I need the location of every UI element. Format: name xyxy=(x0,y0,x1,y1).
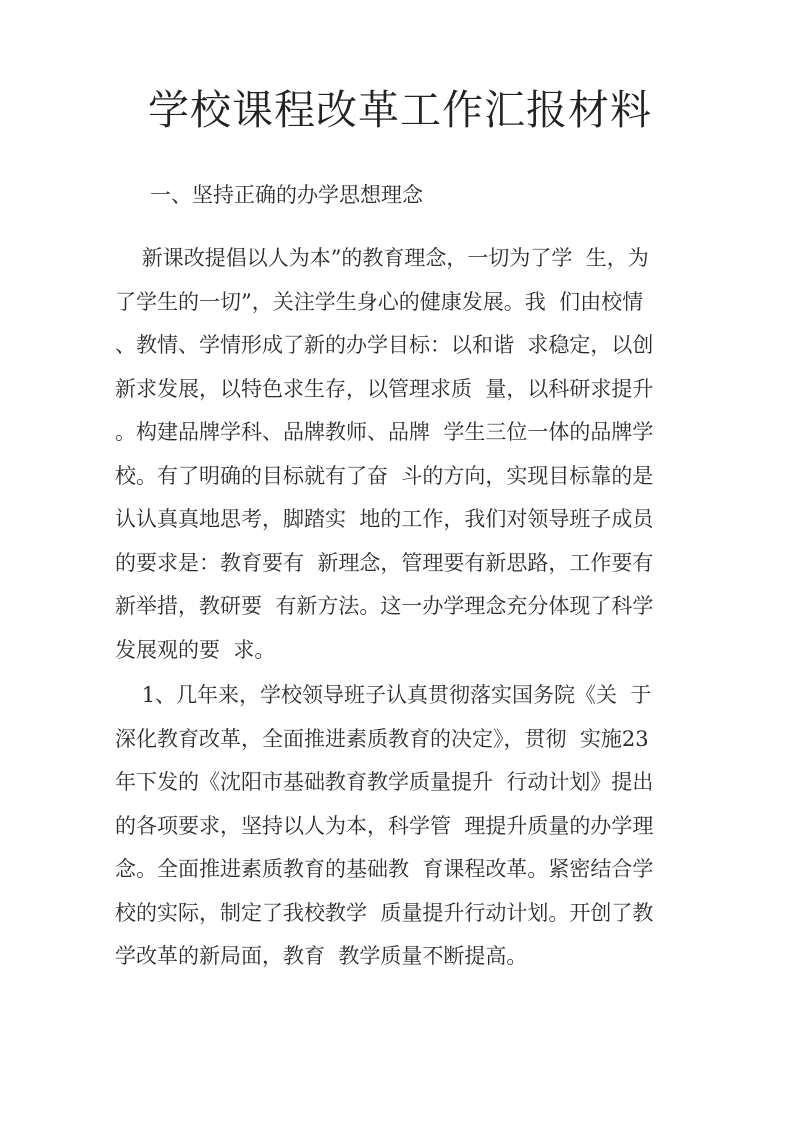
paragraph-line: 认认真真地思考，脚踏实 地的工作，我们对领导班子成员 xyxy=(115,507,654,531)
paragraph-2 xyxy=(115,674,695,979)
paragraph-line: 新课改提倡以人为本”的教育理念，一切为了学 生，为 xyxy=(115,246,649,270)
paragraph-line: 深化教育改革，全面推进素质教育的决定》，贯彻 实施23 xyxy=(115,726,649,751)
paragraph-line: 1、几年来，学校领导班子认真贯彻落实国务院《关 于 xyxy=(115,683,652,707)
paragraph-line: 新举措，教研要 有新方法。这一办学理念充分体现了科学 xyxy=(115,594,654,618)
paragraph-line: 年下发的《沈阳市基础教育教学质量提升 行动计划》提出 xyxy=(115,770,654,794)
paragraph-line: 念。全面推进素质教育的基础教 育课程改革。紧密结合学 xyxy=(115,857,654,881)
document-title: 学校课程改革工作汇报材料 xyxy=(148,86,652,134)
paragraph-line: 新求发展，以特色求生存，以管理求质 量，以科研求提升 xyxy=(115,376,654,401)
paragraph-line: 。构建品牌学科、品牌教师、品牌 学生三位一体的品牌学 xyxy=(115,420,654,444)
section-heading: 一、坚持正确的办学思想理念 xyxy=(150,183,423,207)
paragraph-line: 发展观的要 求。 xyxy=(115,637,276,662)
paragraph-line: 、教情、学情形成了新的办学目标：以和谐 求稳定，以创 xyxy=(115,333,654,357)
paragraph-1 xyxy=(115,237,695,672)
paragraph-line: 了学生的一切”，关注学生身心的健康发展。我 们由校情 xyxy=(115,289,644,314)
paragraph-line: 学改革的新局面，教育 教学质量不断提高。 xyxy=(115,944,528,968)
paragraph-line: 的各项要求，坚持以人为本，科学管 理提升质量的办学理 xyxy=(115,813,654,838)
paragraph-line: 校的实际，制定了我校教学 质量提升行动计划。开创了教 xyxy=(115,900,654,925)
paragraph-line: 的要求是：教育要有 新理念，管理要有新思路，工作要有 xyxy=(115,550,654,575)
paragraph-line: 校。有了明确的目标就有了奋 斗的方向，实现目标靠的是 xyxy=(115,463,654,488)
